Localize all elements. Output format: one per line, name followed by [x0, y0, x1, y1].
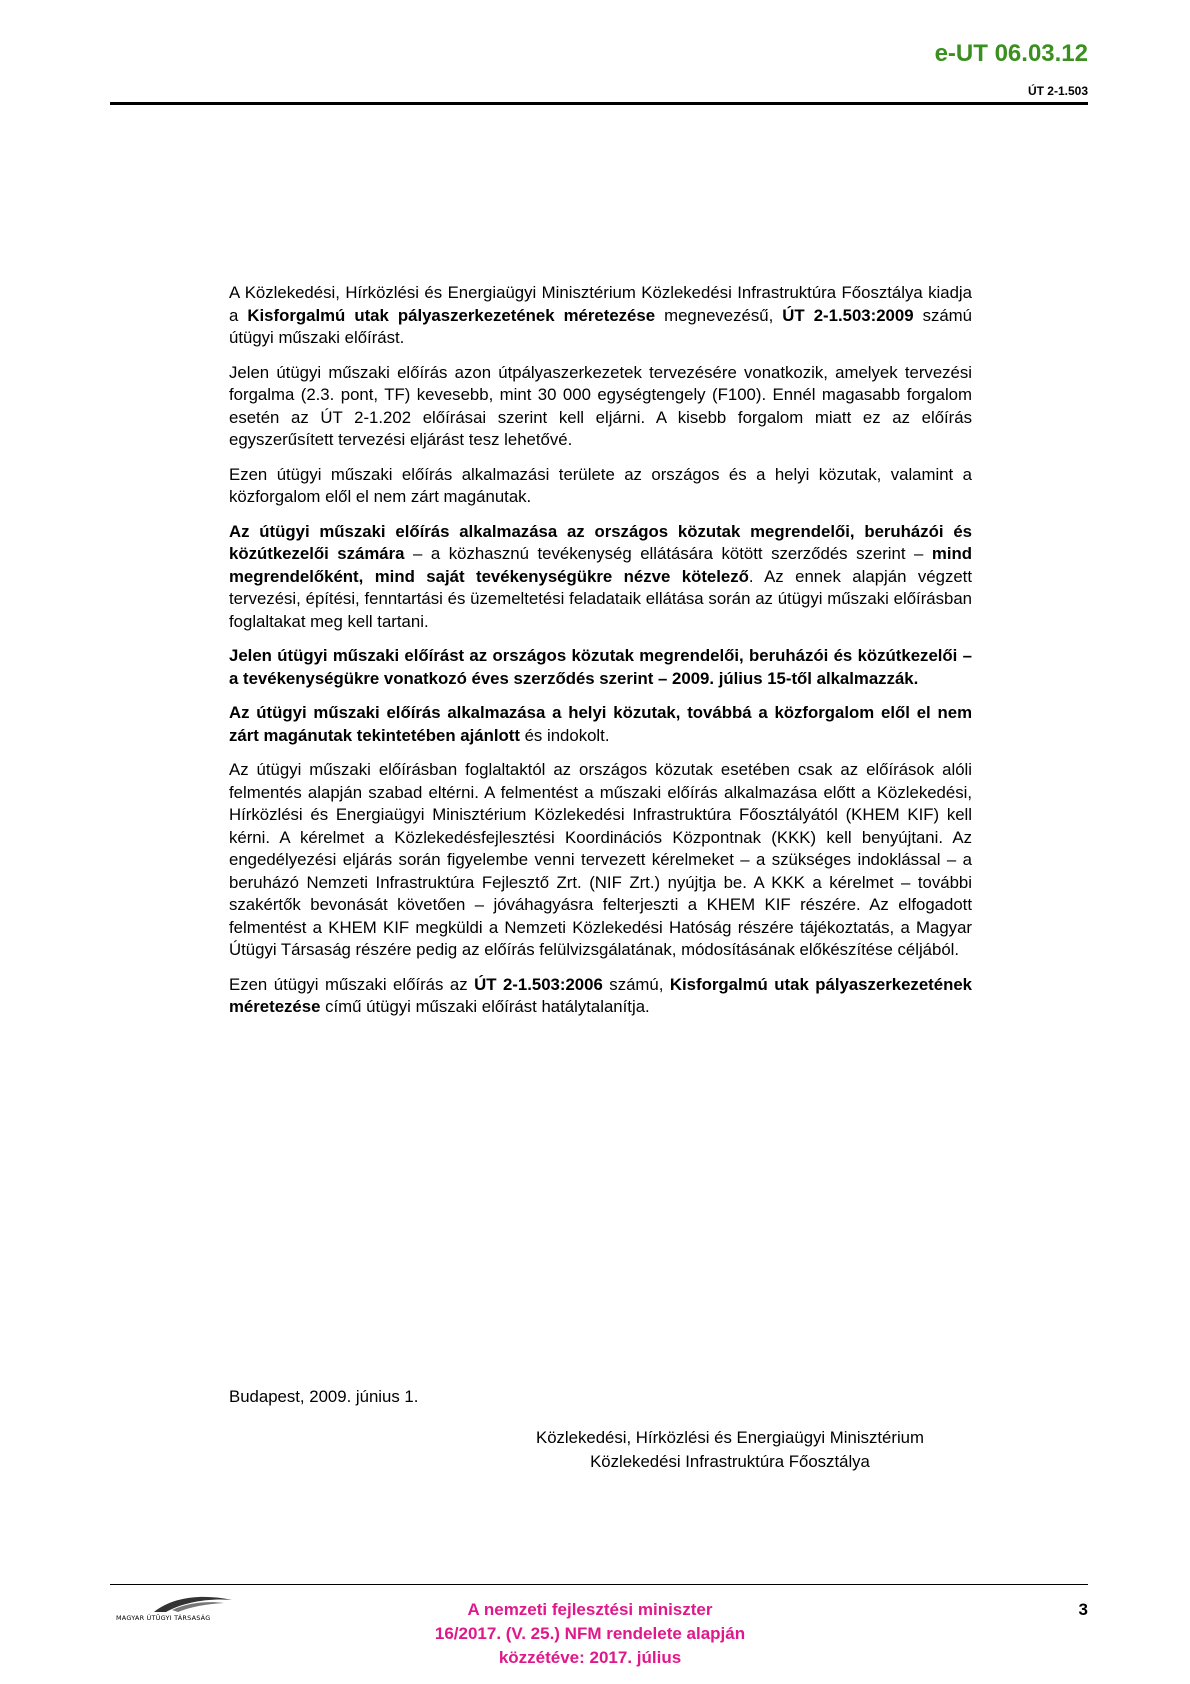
text-run: . Az ennek alapján végzett tervezési, építési, fenntartási és üzemeltetési feladataik ellátása során az útügyi műszaki előírásban foglaltakat meg kell tartani. [229, 566, 972, 631]
bold-text-run: Kisforgalmú utak pályaszerkezetének méretezése [247, 305, 656, 325]
footer-notice-line-2: 16/2017. (V. 25.) NFM rendelete alapján [434, 1624, 746, 1643]
body-paragraph [229, 759, 972, 962]
bold-text-run: ÚT 2-1.503:2009 [782, 305, 914, 325]
text-run: – a közhasznú tevékenység ellátására kötött szerződés szerint – [404, 544, 932, 563]
footer-notice-line-1: A nemzeti fejlesztési miniszter [467, 1600, 713, 1619]
doc-code: e-UT 06.03.12 [934, 40, 1088, 67]
footer-rule [110, 1584, 1088, 1585]
body-text [229, 282, 972, 1031]
signature-line-1: Közlekedési, Hírközlési és Energiaügyi Minisztérium [536, 1428, 924, 1447]
body-paragraph [229, 362, 972, 452]
body-paragraph [229, 702, 972, 747]
header-rule [110, 102, 1088, 105]
text-run: megnevezésű, [655, 305, 783, 325]
text-run: Jelen útügyi műszaki előírás azon útpályaszerkezetek tervezésére vonatkozik, amelyek tervezési forgalma (2.3. pont, TF) kevesebb, mint 30 000 egységtengely (F100). Ennél magasabb forgalom esetén az ÚT 2-1.202 előírásai szerint kell eljárni. A kisebb forgalom miatt ez az előírás egyszerűsített tervezési eljárást tesz lehetővé. [229, 362, 972, 449]
text-run: Az útügyi műszaki előírásban foglaltaktól az országos közutak esetében csak az előírások alóli felmentés alapján szabad eltérni. A felmentést a műszaki előírás alkalmazása előtt a Közlekedési, Hírközlési és Energiaügyi Minisztérium Közlekedési Infrastruktúra Főosztályától (KHEM KIF) kell kérni. A kérelmet a Közlekedésfejlesztési Koordinációs Központnak (KKK) kell benyújtani. Az engedélyezési eljárás során figyelembe venni tervezett kérelmeket – a szükséges indoklással – a beruházó Nemzeti Infrastruktúra Fejlesztő Zrt. (NIF Zrt.) nyújtja be. A KKK a kérelmet – további szakértők bevonását követően – jóváhagyásra felterjeszti a KHEM KIF részére. Az elfogadott felmentést a KHEM KIF megküldi a Nemzeti Közlekedési Hatóság részére tájékoztatás, a Magyar Útügyi Társaság részére pedig az előírás felülvizsgálatának, módosításának előkészítése céljából. [229, 760, 972, 959]
footer-logo [114, 1592, 264, 1628]
bold-text-run: Kisforgalmú utak pályaszerkezetének méretezése [229, 974, 972, 1016]
bold-text-run: Az útügyi műszaki előírás alkalmazása az országos közutak megrendelői, beruházói és közútkezelői számára [229, 521, 972, 563]
logo-text: MAGYAR ÚTÜGYI TÁRSASÁG [116, 1614, 211, 1622]
text-run: című útügyi műszaki előírást hatálytalanítja. [320, 997, 650, 1016]
text-run: Ezen útügyi műszaki előírás alkalmazási területe az országos és a helyi közutak, valamint a közforgalom elől el nem zárt magánutak. [229, 464, 972, 506]
body-paragraph [229, 974, 972, 1019]
bold-text-run: mind megrendelőként, mind saját tevékenységükre nézve kötelező [229, 544, 972, 586]
body-paragraph [229, 464, 972, 509]
text-run: számú, [602, 974, 670, 994]
doc-subcode: ÚT 2-1.503 [1027, 84, 1088, 98]
body-paragraph [229, 645, 972, 690]
footer-notice-line-3: közzétéve: 2017. július [498, 1648, 682, 1667]
road-swoosh-icon [114, 1592, 264, 1616]
bold-text-run: ÚT 2-1.503:2006 [474, 974, 603, 994]
body-paragraph [229, 521, 972, 634]
bold-text-run: Az útügyi műszaki előírás alkalmazása a helyi közutak, továbbá a közforgalom elől el nem zárt magánutak tekintetében ajánlott [229, 703, 972, 745]
signature-block [480, 1426, 980, 1474]
body-paragraph [229, 282, 972, 350]
text-run: számú útügyi műszaki előírást. [229, 305, 972, 347]
place-date: Budapest, 2009. június 1. [229, 1387, 419, 1406]
footer-notice [380, 1598, 800, 1670]
text-run: A Közlekedési, Hírközlési és Energiaügyi Minisztérium Közlekedési Infrastruktúra Főosztálya kiadja a [229, 283, 972, 325]
text-run: és indokolt. [519, 725, 610, 745]
page-number: 3 [1078, 1600, 1088, 1619]
signature-line-2: Közlekedési Infrastruktúra Főosztálya [590, 1452, 870, 1471]
text-run: Ezen útügyi műszaki előírás az [229, 974, 475, 994]
bold-text-run: Jelen útügyi műszaki előírást az országos közutak megrendelői, beruházói és közútkezelői – a tevékenységükre vonatkozó éves szerződés szerint – 2009. július 15-től alkalmazzák. [229, 646, 972, 688]
